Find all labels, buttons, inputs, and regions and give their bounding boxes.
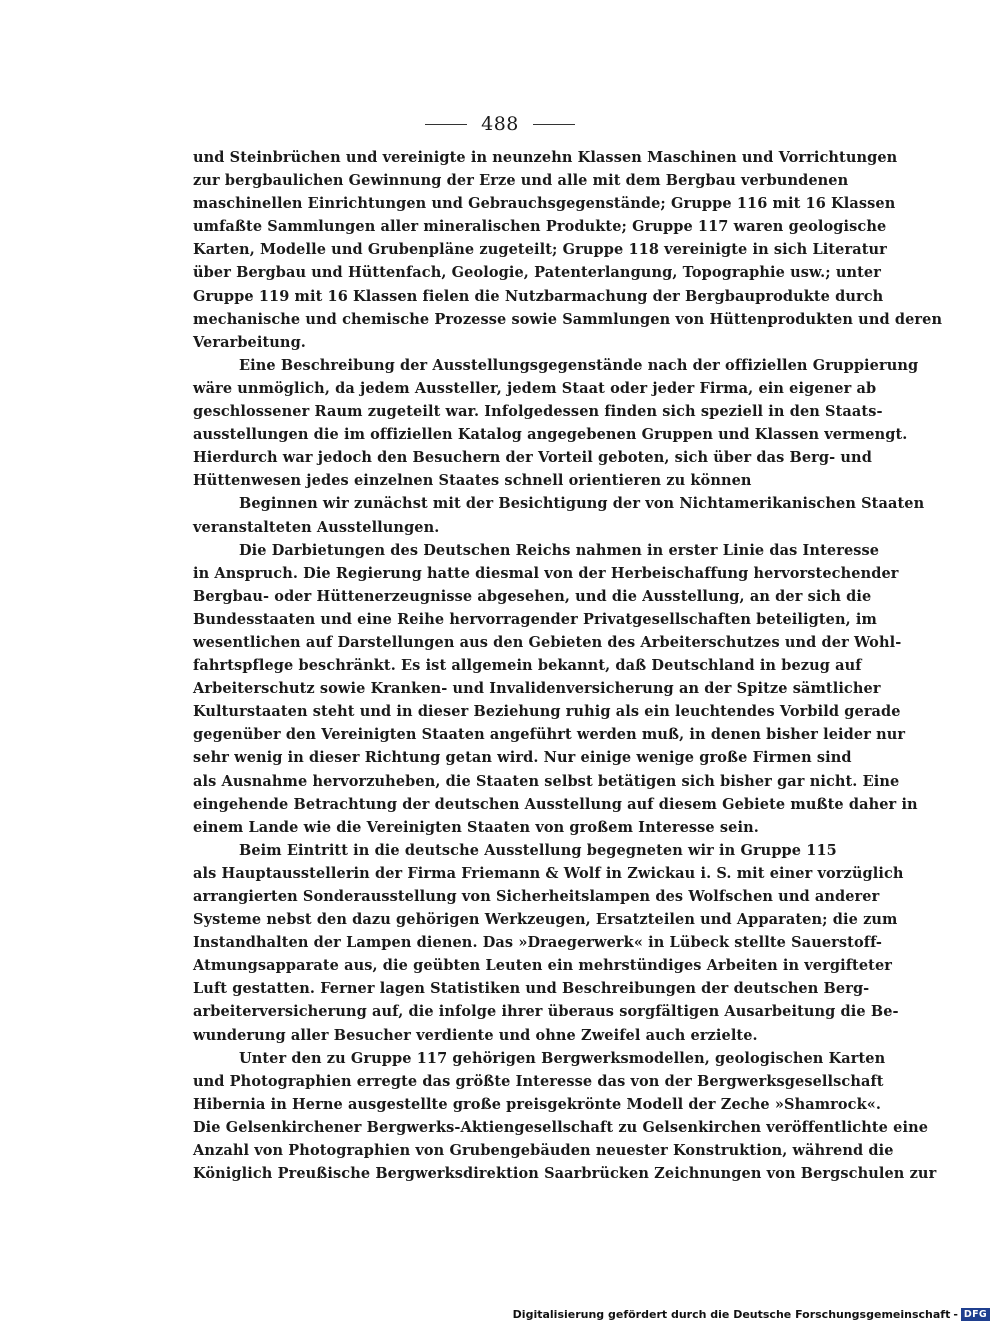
text-line: Karten, Modelle und Grubenpläne zugeteilt; Gruppe 118 vereinigte in sich Literatur	[193, 241, 887, 259]
text-line: umfaßte Sammlungen aller mineralischen Produkte; Gruppe 117 waren geologische	[193, 218, 887, 236]
header-rule-right	[533, 124, 575, 125]
text-line: gegenüber den Vereinigten Staaten angeführt werden muß, in denen bisher leider nur	[193, 726, 906, 744]
text-line: mechanische und chemische Prozesse sowie Sammlungen von Hüttenprodukten und deren	[193, 310, 943, 328]
text-line: Anzahl von Photographien von Grubengebäuden neuester Konstruktion, während die	[193, 1142, 894, 1160]
header-rule-left	[425, 124, 467, 125]
text-line: Instandhalten der Lampen dienen. Das »Draegerwerk« in Lübeck stellte Sauerstoff-	[193, 934, 883, 952]
text-line: Arbeiterschutz sowie Kranken- und Invalidenversicherung an der Spitze sämtlicher	[193, 680, 881, 698]
text-line: einem Lande wie die Vereinigten Staaten von großem Interesse sein.	[193, 818, 759, 836]
page-header	[0, 113, 1000, 135]
text-line: ausstellungen die im offiziellen Katalog angegebenen Gruppen und Klassen vermengt.	[193, 426, 908, 444]
footer-credit	[513, 1308, 990, 1321]
text-line: Luft gestatten. Ferner lagen Statistiken und Beschreibungen der deutschen Berg-	[193, 980, 870, 998]
text-line: und Photographien erregte das größte Interesse das von der Bergwerksgesellschaft	[193, 1072, 884, 1090]
text-line: Hibernia in Herne ausgestellte große preisgekrönte Modell der Zeche »Shamrock«.	[193, 1095, 882, 1113]
text-line: Kulturstaaten steht und in dieser Beziehung ruhig als ein leuchtendes Vorbild gerade	[193, 703, 901, 721]
text-line: über Bergbau und Hüttenfach, Geologie, Patenterlangung, Topographie usw.; unter	[193, 264, 881, 282]
text-line: eingehende Betrachtung der deutschen Ausstellung auf diesem Gebiete mußte daher in	[193, 795, 918, 813]
text-line: Hüttenwesen jedes einzelnen Staates schnell orientieren zu können	[193, 472, 752, 490]
text-line: Königlich Preußische Bergwerksdirektion Saarbrücken Zeichnungen von Bergschulen zur	[193, 1165, 937, 1183]
text-line: fahrtspflege beschränkt. Es ist allgemein bekannt, daß Deutschland in bezug auf	[193, 657, 862, 675]
body-text	[193, 146, 943, 1185]
text-line: Bergbau- oder Hüttenerzeugnisse abgesehen, und die Ausstellung, an der sich die	[193, 587, 872, 605]
text-line: in Anspruch. Die Regierung hatte diesmal von der Herbeischaffung hervorstechender	[193, 564, 899, 582]
text-line: Bundesstaaten und eine Reihe hervorragender Privatgesellschaften beteiligten, im	[193, 610, 877, 628]
text-line: sehr wenig in dieser Richtung getan wird. Nur einige wenige große Firmen sind	[193, 749, 852, 767]
text-line: Gruppe 119 mit 16 Klassen fielen die Nutzbarmachung der Bergbauprodukte durch	[193, 287, 884, 305]
text-line: Die Gelsenkirchener Bergwerks-Aktiengesellschaft zu Gelsenkirchen veröffentlichte eine	[193, 1118, 929, 1136]
dfg-logo-icon: DFG	[961, 1308, 990, 1321]
text-line: Atmungsapparate aus, die geübten Leuten ein mehrstündiges Arbeiten in vergifteter	[193, 957, 893, 975]
text-line: veranstalteten Ausstellungen.	[193, 518, 440, 536]
text-line: Verarbeitung.	[193, 333, 306, 351]
text-line: Systeme nebst den dazu gehörigen Werkzeugen, Ersatzteilen und Apparaten; die zum	[193, 911, 898, 929]
text-line: Die Darbietungen des Deutschen Reichs nahmen in erster Linie das Interesse	[239, 541, 880, 559]
text-line: und Steinbrüchen und vereinigte in neunzehn Klassen Maschinen und Vorrichtungen	[193, 149, 898, 166]
text-line: zur bergbaulichen Gewinnung der Erze und alle mit dem Bergbau verbundenen	[193, 172, 849, 190]
text-line: Unter den zu Gruppe 117 gehörigen Bergwerksmodellen, geologischen Karten	[239, 1049, 886, 1067]
text-line: als Hauptausstellerin der Firma Friemann & Wolf in Zwickau i. S. mit einer vorzüglich	[193, 864, 904, 882]
text-line: als Ausnahme hervorzuheben, die Staaten selbst betätigen sich bisher gar nicht. Eine	[193, 772, 900, 790]
text-line: arrangierten Sonderausstellung von Sicherheitslampen des Wolfschen und anderer	[193, 888, 880, 905]
text-line: Eine Beschreibung der Ausstellungsgegenstände nach der offiziellen Gruppierung	[239, 356, 919, 374]
footer-credit-text: Digitalisierung gefördert durch die Deutsche Forschungsgemeinschaft	[512, 1308, 951, 1321]
text-line: wäre unmöglich, da jedem Aussteller, jedem Staat oder jeder Firma, ein eigener ab	[193, 379, 877, 397]
text-line: Hierdurch war jedoch den Besuchern der Vorteil geboten, sich über das Berg- und	[193, 449, 872, 467]
page-number: 488	[481, 113, 519, 135]
text-line: geschlossener Raum zugeteilt war. Infolgedessen finden sich speziell in den Staats-	[193, 403, 883, 421]
footer-separator: -	[953, 1308, 958, 1321]
text-line: arbeiterversicherung auf, die infolge ihrer überaus sorgfältigen Ausarbeitung die Be-	[193, 1003, 899, 1021]
text-line: maschinellen Einrichtungen und Gebrauchsgegenstände; Gruppe 116 mit 16 Klassen	[193, 195, 896, 213]
text-line: wesentlichen auf Darstellungen aus den Gebieten des Arbeiterschutzes und der Wohl-	[193, 633, 902, 651]
text-line: wunderung aller Besucher verdiente und ohne Zweifel auch erzielte.	[193, 1026, 758, 1044]
text-line: Beginnen wir zunächst mit der Besichtigung der von Nichtamerikanischen Staaten	[239, 495, 925, 513]
text-line: Beim Eintritt in die deutsche Ausstellung begegneten wir in Gruppe 115	[239, 841, 837, 859]
